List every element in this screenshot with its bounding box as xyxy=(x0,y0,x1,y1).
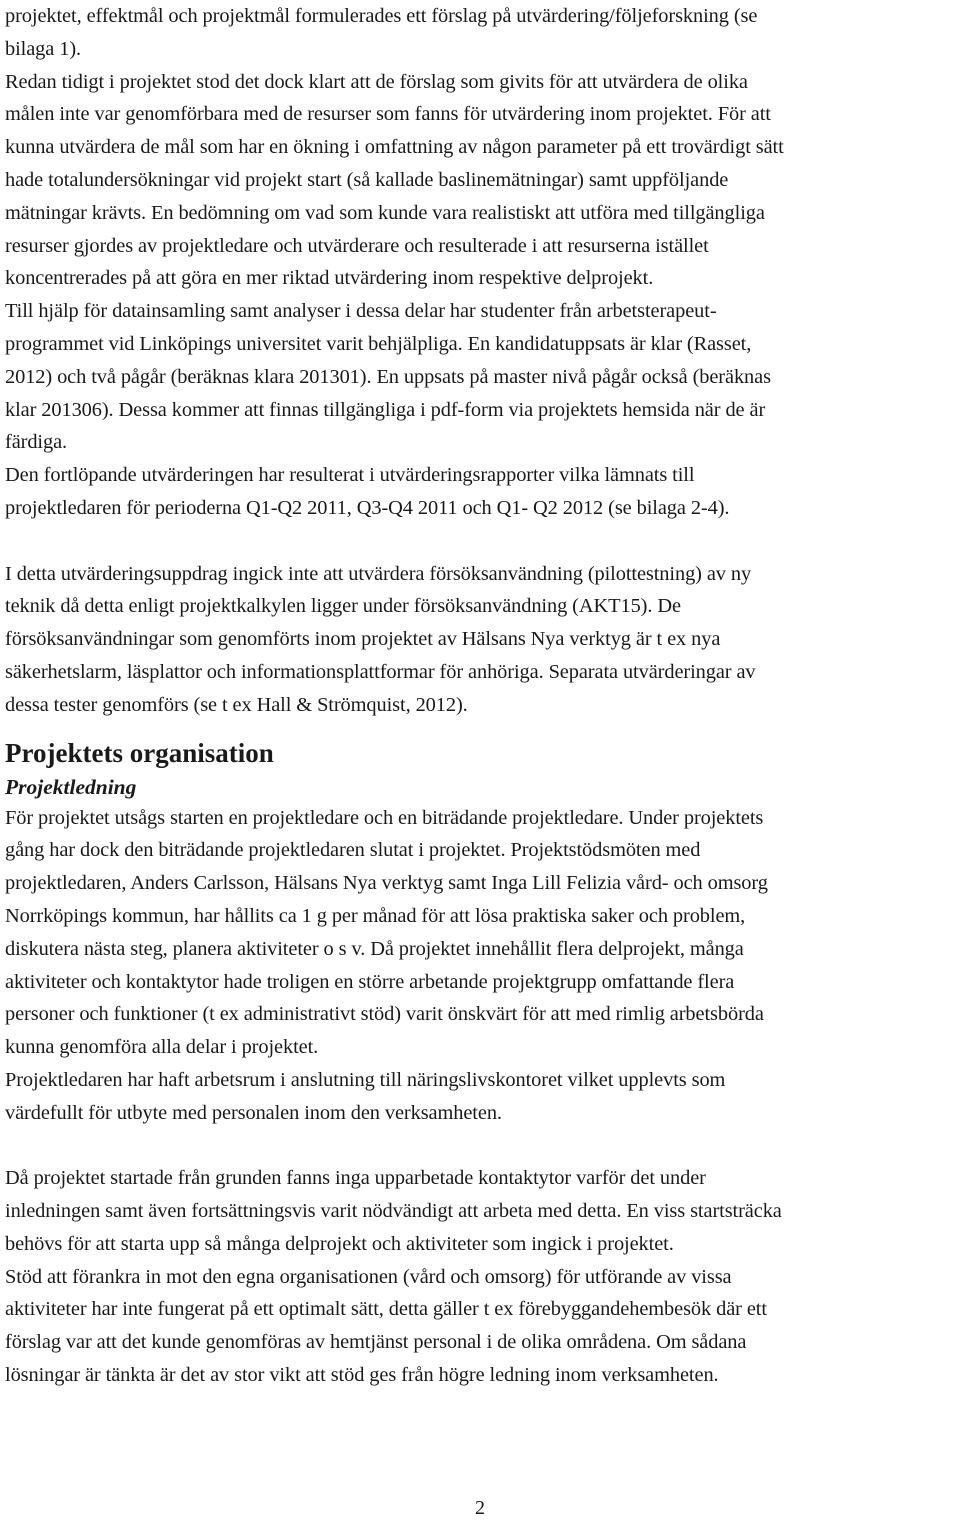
paragraph-project-start: Då projektet startade från grunden fanns inga upparbetade kontaktytor varför det under inledningen samt även fortsättningsvis varit nödvändigt att arbeta med detta. En viss startsträcka behövs för att starta upp så många delprojekt och aktiviteter som ingick i projektet. xyxy=(5,1167,782,1255)
paragraph-gap xyxy=(5,525,960,558)
paragraph-pilot-testing: I detta utvärderingsuppdrag ingick inte att utvärdera försöksanvändning (pilottestning) av ny teknik då detta enligt projektkalkylen ligger under försöksanvändning (AKT15). De försöksanvändningar som genomförts inom projektet av Hälsans Nya verktyg är t ex nya säkerhetslarm, läsplattor och informationsplattformar för anhöriga. Separata utvärderingar av dessa tester genomförs (se t ex Hall & Strömquist, 2012). xyxy=(5,562,756,716)
paragraph-evaluation-resources: Redan tidigt i projektet stod det dock klart att de förslag som givits för att utvärdera de olika målen inte var genomförbara med de resurser som fanns för utvärdering inom projektet. För att kunna utvärdera de mål som har en ökning i omfattning av någon parameter på ett trovärdigt sätt hade totalundersökningar vid projekt start (så kallade baslinemätningar) samt uppföljande mätningar krävts. En bedömning om vad som kunde vara realistiskt att utföra med tillgängliga resurser gjordes av projektledare och utvärderare och resulterade i att resurserna istället koncentrerades på att göra en mer riktad utvärdering inom respektive delprojekt. xyxy=(5,70,784,290)
page-number: 2 xyxy=(475,1497,485,1519)
paragraph-organisation-support: Stöd att förankra in mot den egna organisationen (vård och omsorg) för utförande av vissa aktiviteter har inte fungerat på ett optimalt sätt, detta gäller t ex förebyggandehembesök där ett förslag var att det kunde genomföras av hemtjänst personal i de olika områdena. Om sådana lösningar är tänkta är det av stor vikt att stöd ges från högre ledning inom verksamheten. xyxy=(5,1265,767,1387)
paragraph-project-management: För projektet utsågs starten en projektledare och en biträdande projektledare. Under projektets gång har dock den biträdande projektledaren slutat i projektet. Projektstödsmöten med projektledaren, Anders Carlsson, Hälsans Nya verktyg samt Inga Lill Felizia vård- och omsorg Norrköpings kommun, har hållits ca 1 g per månad för att lösa praktiska saker och problem, diskutera nästa steg, planera aktiviteter o s v. Då projektet innehållit flera delprojekt, många aktiviteter och kontaktytor hade troligen en större arbetande projektgrupp omfattande flera personer och funktioner (t ex administrativt stöd) varit önskvärt för att med rimlig arbetsbörda kunna genomföra alla delar i projektet. xyxy=(5,806,768,1059)
paragraph-evaluation-proposal: projektet, effektmål och projektmål formulerades ett förslag på utvärdering/följeforskning (se bilaga 1). xyxy=(5,5,758,60)
paragraph-workspace: Projektledaren har haft arbetsrum i anslutning till näringslivskontoret vilket upplevts som värdefullt för utbyte med personalen inom den verksamheten. xyxy=(5,1068,726,1124)
section-heading: Projektets organisation xyxy=(5,737,274,768)
paragraph-student-help: Till hjälp för datainsamling samt analyser i dessa delar har studenter från arbetsterapeut- programmet vid Linköpings universitet varit behjälpliga. En kandidatuppsats är klar (Rasset, 2012) och två pågår (beräknas klara 201301). En uppsats på master nivå pågår också (beräknas klar 201306). Dessa kommer att finnas tillgängliga i pdf-form via projektets hemsida när de är färdiga. xyxy=(5,300,771,454)
document-page xyxy=(5,0,960,1392)
paragraph-evaluation-reports: Den fortlöpande utvärderingen har resulterat i utvärderingsrapporter vilka lämnats till projektledaren för perioderna Q1-Q2 2011, Q3-Q4 2011 och Q1- Q2 2012 (se bilaga 2-4). xyxy=(5,464,730,519)
paragraph-gap xyxy=(5,1130,960,1163)
subsection-heading: Projektledning xyxy=(5,774,137,799)
